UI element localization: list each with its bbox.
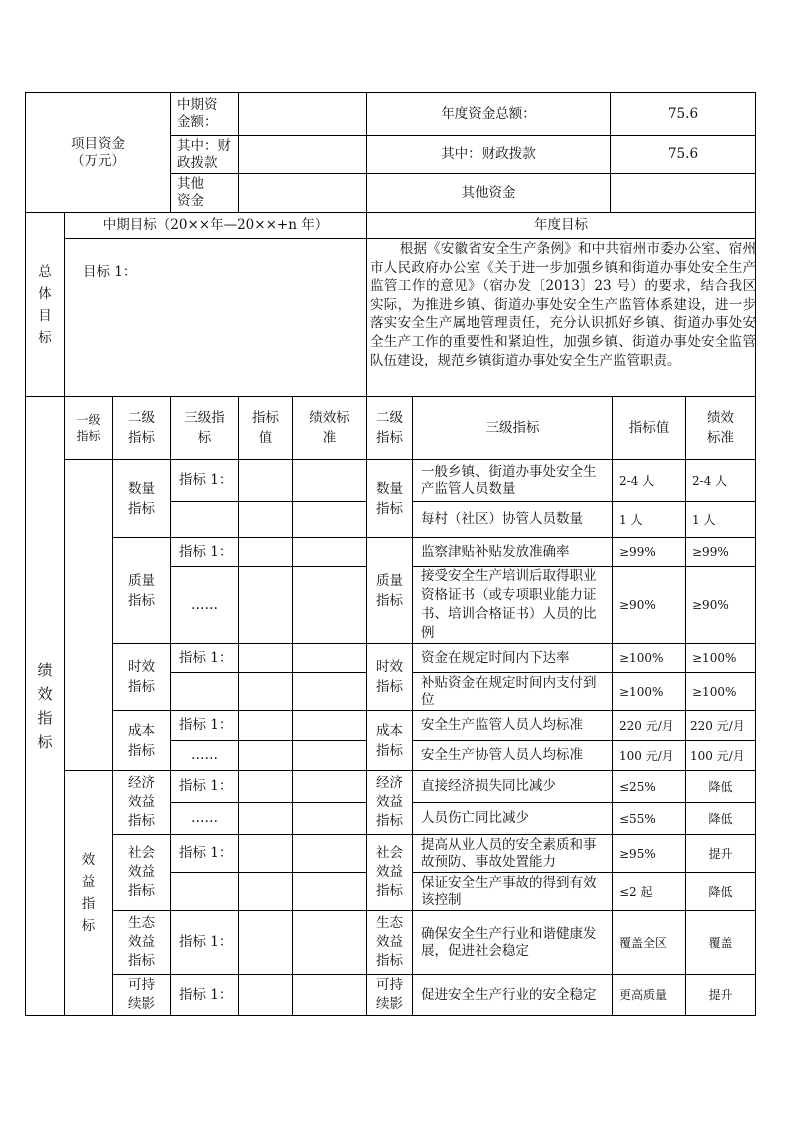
mid-fiscal-label: 其中：财 政拨款 <box>177 137 231 171</box>
col-line <box>292 396 293 1016</box>
indicator-standard: 1 人 <box>692 512 716 527</box>
indicator-value: ≤2 起 <box>619 884 653 899</box>
indicator-standard: ≥100% <box>692 684 737 699</box>
ellipsis-placeholder: …… <box>191 596 218 613</box>
cat-quality: 质量 指标 <box>128 572 155 609</box>
indicator-standard: 覆盖 <box>708 935 733 950</box>
cat-eco: 生态 效益 指标 <box>128 915 155 969</box>
annual-fiscal-value: 75.6 <box>667 146 699 162</box>
indicator-placeholder: 指标 1： <box>179 543 233 560</box>
header-r2: 二级 指标 <box>376 410 403 446</box>
col-line <box>238 92 239 212</box>
indicator-placeholder: 指标 1： <box>179 845 233 861</box>
indicator-name: 人员伤亡同比减少 <box>421 810 529 826</box>
indicator-standard: 提升 <box>708 988 733 1002</box>
indicator-placeholder: 指标 1： <box>179 778 233 794</box>
header-l1: 一级 指标 <box>76 413 101 443</box>
row-line <box>170 672 366 673</box>
annual-fiscal-label: 其中：财政拨款 <box>441 146 536 162</box>
indicator-value: ≥100% <box>619 651 664 665</box>
indicator-value: ≤25% <box>619 779 656 794</box>
indicator-name: 一般乡镇、街道办事处安全生产监管人员数量 <box>421 463 597 497</box>
header-value: 指标 值 <box>252 410 279 446</box>
indicator-placeholder: 指标 1： <box>179 472 233 488</box>
effect-indicator-label: 效 益 指 标 <box>81 852 96 934</box>
ellipsis-placeholder: …… <box>191 810 218 826</box>
header-standard: 绩效标 准 <box>309 410 350 446</box>
col-line <box>238 396 239 1016</box>
indicator-value: 覆盖全区 <box>619 935 668 950</box>
mid-other-label: 其他 资金 <box>177 176 204 209</box>
indicator-placeholder: 指标 1： <box>179 649 233 666</box>
goals-label: 总 体 目 标 <box>38 263 52 346</box>
cat-sustain-right: 可持 续影 <box>376 977 403 1012</box>
ellipsis-placeholder: …… <box>191 747 218 763</box>
mid-goal-text: 目标 1： <box>83 263 137 280</box>
cat-quality-right: 质量 指标 <box>376 572 403 609</box>
annual-total-label: 年度资金总额： <box>441 105 536 122</box>
indicator-value: 1 人 <box>619 512 643 527</box>
mid-goal-header: 中期目标（20××年—20××+n 年） <box>102 217 329 233</box>
annual-goal-text: 根据《安徽省安全生产条例》和中共宿州市委办公室、宿州市人民政府办公室《关于进一步加强乡镇和街道办事处安全生产监管工作的意见》（宿办发〔2013〕23 号）的要求，结合我区实际，为推进乡镇、街道办事处安全生产监管体系建设，进一步落实安全生产属地管理责任，充分认识抓好乡镇、街道办事处安全生产工作的重要性和紧迫性，加强乡镇、街道办事处安全监管队伍建设，规范乡镇街道办事处安全生产监管职责。 <box>370 241 756 369</box>
indicator-value: ≥90% <box>619 598 656 612</box>
indicator-value: 220 元/月 <box>619 718 674 733</box>
row-line <box>64 238 756 239</box>
indicator-value: ≥99% <box>619 545 656 559</box>
cat-time: 时效 指标 <box>128 659 155 695</box>
row-line <box>170 501 366 502</box>
indicator-placeholder: 指标 1： <box>179 934 233 950</box>
header-l2: 二级 指标 <box>128 410 155 446</box>
indicator-name: 提高从业人员的安全素质和事故预防、事故处置能力 <box>421 836 597 870</box>
cat-cost-right: 成本 指标 <box>376 722 403 759</box>
cat-economic-right: 经济 效益 指标 <box>376 775 403 829</box>
row-line <box>25 1015 756 1016</box>
header-rstandard: 绩效 标准 <box>707 410 734 446</box>
cat-sustain: 可持 续影 <box>128 977 155 1012</box>
indicator-standard: ≥90% <box>692 598 729 612</box>
indicator-placeholder: 指标 1： <box>179 986 233 1003</box>
indicator-name: 安全生产监管人员人均标准 <box>421 717 583 733</box>
indicator-standard: 220 元/月 <box>690 718 745 733</box>
indicator-standard: 降低 <box>708 779 733 794</box>
indicator-name: 直接经济损失同比减少 <box>421 778 556 794</box>
mid-total-label: 中期资 金额： <box>177 97 218 130</box>
funds-label: 项目资金 （万元） <box>71 135 125 169</box>
cat-social: 社会 效益 指标 <box>128 845 155 899</box>
indicator-name: 资金在规定时间内下达率 <box>421 649 570 666</box>
indicator-value: ≤55% <box>619 811 656 826</box>
cat-economic: 经济 效益 指标 <box>128 775 155 829</box>
annual-total-value: 75.6 <box>667 105 699 122</box>
annual-goal-header: 年度目标 <box>534 217 588 233</box>
cat-eco-right: 生态 效益 指标 <box>376 915 403 969</box>
perf-label: 绩 效 指 标 <box>37 661 53 751</box>
indicator-name: 每村（社区）协管人员数量 <box>421 511 583 527</box>
indicator-standard: 2-4 人 <box>692 473 728 488</box>
cat-social-right: 社会 效益 指标 <box>376 845 403 899</box>
cat-quantity: 数量 指标 <box>128 480 155 517</box>
indicator-name: 补贴资金在规定时间内支付到位 <box>421 674 597 708</box>
indicator-placeholder: 指标 1： <box>179 717 233 733</box>
indicator-value: 更高质量 <box>619 988 668 1002</box>
indicator-standard: 降低 <box>708 884 733 899</box>
row-line <box>170 872 366 873</box>
indicator-name: 保证安全生产事故的得到有效该控制 <box>421 874 597 908</box>
indicator-name: 确保安全生产行业和谐健康发展，促进社会稳定 <box>421 925 597 959</box>
header-l3: 三级指 标 <box>184 410 225 446</box>
cat-time-right: 时效 指标 <box>376 659 403 695</box>
indicator-standard: 降低 <box>708 811 733 826</box>
indicator-value: ≥95% <box>619 846 656 861</box>
header-rvalue: 指标值 <box>628 419 670 436</box>
header-r3: 三级指标 <box>485 419 540 436</box>
indicator-value: ≥100% <box>619 684 664 699</box>
indicator-value: 100 元/月 <box>619 748 674 763</box>
indicator-standard: 100 元/月 <box>690 748 745 763</box>
indicator-standard: 提升 <box>708 846 733 861</box>
indicator-value: 2-4 人 <box>619 473 655 488</box>
indicator-name: 监察津贴补贴发放准确率 <box>421 543 570 560</box>
indicator-standard: ≥100% <box>692 651 737 665</box>
col-line <box>755 92 756 1016</box>
indicator-standard: ≥99% <box>692 545 729 559</box>
indicator-name: 促进安全生产行业的安全稳定 <box>421 986 597 1003</box>
annual-other-label: 其他资金 <box>461 184 516 201</box>
indicator-name: 安全生产协管人员人均标准 <box>421 747 583 763</box>
cat-quantity-right: 数量 指标 <box>376 480 403 517</box>
indicator-name: 接受安全生产培训后取得职业资格证书（或专项职业能力证书、培训合格证书）人员的比例 <box>421 568 597 641</box>
cat-cost: 成本 指标 <box>128 722 155 759</box>
